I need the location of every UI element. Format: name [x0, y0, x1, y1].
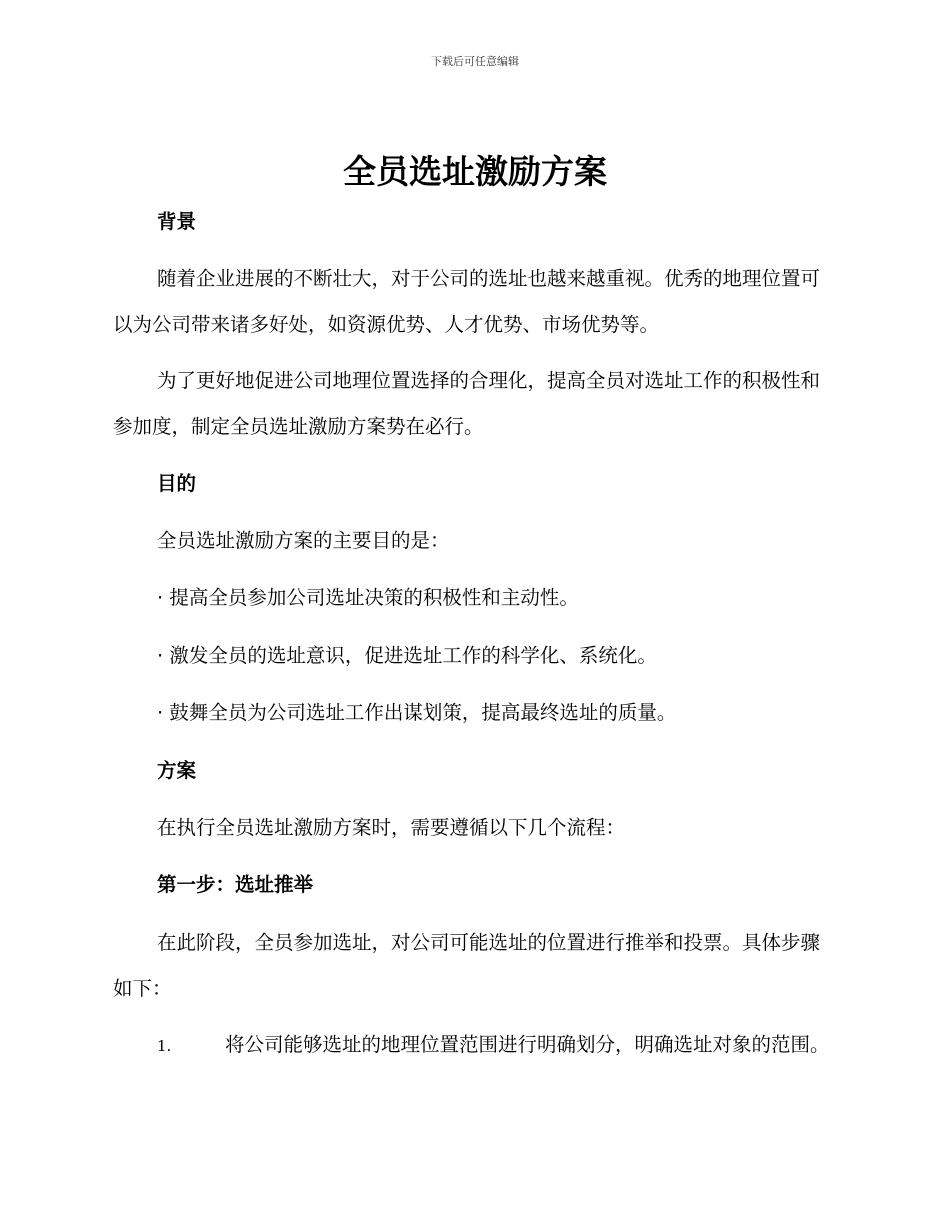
background-paragraph-1: 随着企业进展的不断壮大，对于公司的选址也越来越重视。优秀的地理位置可以为公司带来诸多好处，如资源优势、人才优势、市场优势等。	[113, 267, 821, 336]
section-heading-purpose: 目的	[157, 472, 197, 495]
purpose-intro: 全员选址激励方案的主要目的是：	[157, 529, 450, 552]
plan-intro: 在执行全员选址激励方案时，需要遵循以下几个流程：	[157, 816, 626, 839]
purpose-item: · 提高全员参加公司选址决策的积极性和主动性。	[157, 586, 579, 609]
header-note: 下载后可任意编辑	[431, 55, 519, 68]
document-title: 全员选址激励方案	[343, 152, 607, 191]
step1-heading: 第一步：选址推举	[157, 873, 314, 896]
section-heading-background: 背景	[157, 210, 197, 233]
background-paragraph-2: 为了更好地促进公司地理位置选择的合理化，提高全员对选址工作的积极性和参加度，制定全员选址激励方案势在必行。	[113, 369, 821, 438]
step1-paragraph: 在此阶段，全员参加选址，对公司可能选址的位置进行推举和投票。具体步骤如下：	[113, 931, 821, 1000]
list-item-number: 1.	[157, 1037, 172, 1055]
purpose-item: · 鼓舞全员为公司选址工作出谋划策，提高最终选址的质量。	[157, 701, 677, 724]
section-heading-plan: 方案	[157, 759, 197, 782]
numbered-list-item	[113, 1022, 833, 1069]
list-item-text: 将公司能够选址的地理位置范围进行明确划分，明确选址对象的范围。	[225, 1033, 830, 1056]
purpose-item: · 激发全员的选址意识，促进选址工作的科学化、系统化。	[157, 644, 657, 667]
